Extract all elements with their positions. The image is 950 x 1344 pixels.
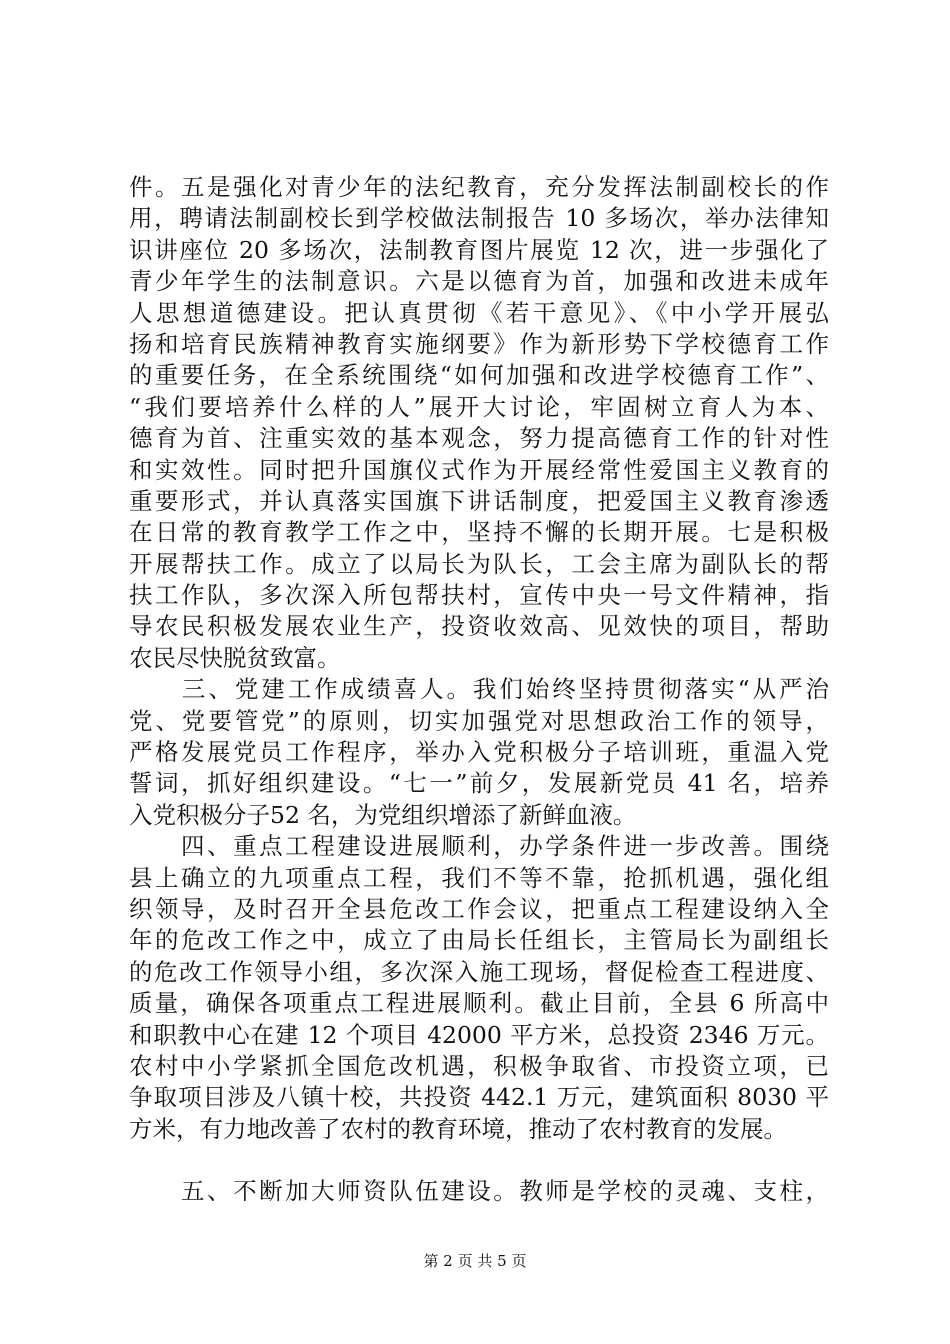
text-line: 在日常的教育教学工作之中，坚持不懈的长期开展。七是积极 [129,518,829,547]
text-line: 的危改工作领导小组，多次深入施工现场，督促检查工程进度、 [129,957,829,986]
text-line: 农村中小学紧抓全国危改机遇，积极争取省、市投资立项，已 [129,1051,829,1080]
text-line: 县上确立的九项重点工程，我们不等不靠，抢抓机遇，强化组 [129,863,829,892]
text-line: 青少年学生的法制意识。六是以德育为首，加强和改进未成年 [129,267,829,296]
text-line: 入党积极分子52 名，为党组织增添了新鲜血液。 [129,800,637,829]
text-line: 和实效性。同时把升国旗仪式作为开展经常性爱国主义教育的 [129,455,829,484]
text-line: 扬和培育民族精神教育实施纲要》作为新形势下学校德育工作 [129,329,829,358]
text-line: 扶工作队，多次深入所包帮扶村，宣传中央一号文件精神，指 [129,581,829,610]
text-line: 德育为首、注重实效的基本观念，努力提高德育工作的针对性 [129,424,829,453]
text-line: 导农民积极发展农业生产，投资收效高、见效快的项目，帮助 [129,612,829,641]
text-line: 识讲座位 20 多场次，法制教育图片展览 12 次，进一步强化了 [129,235,829,264]
text-line: 严格发展党员工作程序，举办入党积极分子培训班，重温入党 [129,738,829,767]
text-line: 年的危改工作之中，成立了由局长任组长，主管局长为副组长 [129,926,829,955]
document-body [129,172,829,1208]
text-line: “我们要培养什么样的人”展开大讨论，牢固树立育人为本、 [129,392,829,421]
text-line: 重要形式，并认真落实国旗下讲话制度，把爱国主义教育渗透 [129,486,829,515]
text-line: 织领导，及时召开全县危改工作会议，把重点工程建设纳入全 [129,894,829,923]
text-line: 的重要任务，在全系统围绕“如何加强和改进学校德育工作”、 [129,361,829,390]
text-line: 用，聘请法制副校长到学校做法制报告 10 多场次，举办法律知 [129,204,829,233]
text-line: 件。五是强化对青少年的法纪教育，充分发挥法制副校长的作 [129,173,829,201]
paragraph-gap [129,1145,829,1176]
text-line: 农民尽快脱贫致富。 [129,643,341,672]
text-line: 和职教中心在建 12 个项目 42000 平方米，总投资 2346 万元。 [129,1020,829,1049]
text-line: 三、党建工作成绩喜人。我们始终坚持贯彻落实“从严治 [129,675,829,704]
text-line: 质量，确保各项重点工程进展顺利。截止目前，全县 6 所高中 [129,989,829,1018]
text-line: 五、不断加大师资队伍建设。教师是学校的灵魂、支柱， [129,1177,829,1206]
page-footer: 第 2 页 共 5 页 [423,1252,527,1270]
text-line: 人思想道德建设。把认真贯彻《若干意见》、《中小学开展弘 [129,298,829,327]
text-line: 四、重点工程建设进展顺利，办学条件进一步改善。围绕 [129,832,829,861]
text-line: 方米，有力地改善了农村的教育环境，推动了农村教育的发展。 [129,1114,787,1143]
text-line: 争取项目涉及八镇十校，共投资 442.1 万元，建筑面积 8030 平 [129,1083,829,1112]
text-line: 开展帮扶工作。成立了以局长为队长，工会主席为副队长的帮 [129,549,829,578]
text-line: 誓词，抓好组织建设。“七一”前夕，发展新党员 41 名，培养 [129,769,829,798]
text-line: 党、党要管党”的原则，切实加强党对思想政治工作的领导， [129,706,829,735]
